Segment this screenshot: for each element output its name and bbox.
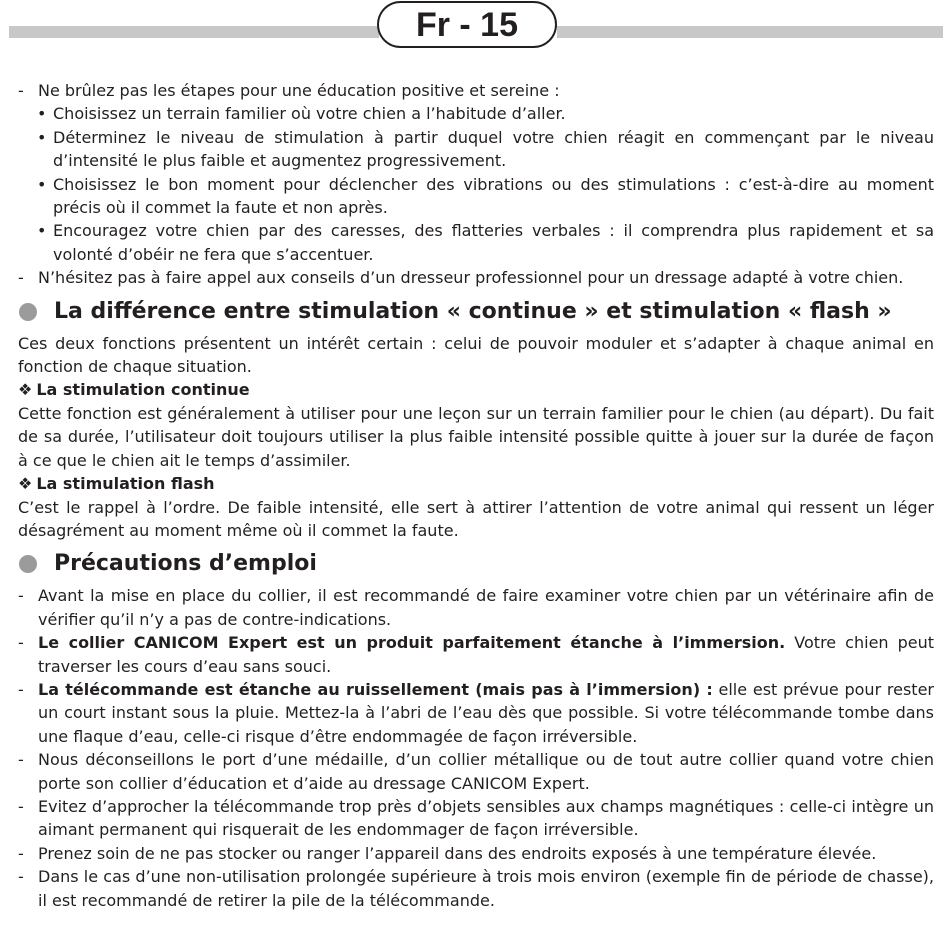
section-heading-stimulation: La différence entre stimulation « continue » et stimulation « flash »: [18, 296, 934, 328]
precaution-item: - Evitez d’approcher la télécommande trop près d’objets sensibles aux champs magnétiques : celle-ci intègre un aimant permanent qui risquerait de les endommager de façon irréversible.: [18, 796, 934, 840]
diamond-icon: ❖: [18, 474, 33, 494]
intro-bullet-item: • Encouragez votre chien par des caresses, des flatteries verbales : il comprendra plus rapidement et sa volonté d’obéir ne fera que s’accentuer.: [37, 221, 934, 264]
dash-marker: -: [18, 750, 24, 770]
dash-marker: -: [18, 679, 24, 699]
section-bullet-icon: [19, 303, 37, 321]
header-rule-right: [557, 26, 943, 38]
diamond-icon: ❖: [18, 380, 33, 400]
page-content: [18, 79, 934, 912]
dash-marker: -: [18, 633, 24, 653]
bullet-marker: •: [37, 174, 47, 194]
header-rule-left: [9, 26, 379, 38]
intro-bullet-item: • Choisissez le bon moment pour déclencher des vibrations ou des stimulations : c’est-à-dire au moment précis où il commet la faute et non après.: [37, 174, 934, 218]
continuous-paragraph: Cette fonction est généralement à utiliser pour une leçon sur un terrain familier pour le chien (au départ). Du fait de sa durée, l’utilisateur doit toujours utiliser la plus faible intensité possible quitte à jouer sur la durée de façon à ce que le chien ait le temps d’assimiler.: [18, 403, 934, 470]
intro-bullet-item: • Déterminez le niveau de stimulation à partir duquel votre chien réagit en commençant par le niveau d’intensité le plus faible et augmentez progressivement.: [37, 127, 934, 171]
dash-marker: -: [18, 81, 24, 100]
intro-list-item: - Ne brûlez pas les étapes pour une éducation positive et sereine :: [18, 79, 934, 102]
precaution-item: - La télécommande est étanche au ruissellement (mais pas à l’immersion) : elle est prévue pour rester un court instant sous la pluie. Mettez-la à l’abri de l’eau dès que possible. Si votre télécommande tombe dans une flaque d’eau, celle-ci risque d’être endommagée de façon irréversible.: [18, 679, 935, 746]
flash-paragraph: C’est le rappel à l’ordre. De faible intensité, elle sert à attirer l’attention de votre animal qui ressent un léger désagrément au moment même où il commet la faute.: [18, 497, 934, 540]
dash-marker: -: [18, 268, 24, 288]
page-number-badge: Fr - 15: [377, 1, 557, 48]
subheading-flash: ❖ La stimulation flash: [18, 474, 215, 494]
dash-marker: -: [18, 867, 24, 887]
bullet-marker: •: [37, 104, 47, 124]
precaution-item: - Avant la mise en place du collier, il est recommandé de faire examiner votre chien par un vétérinaire afin de vérifier qu’il n’y a pas de contre-indications.: [18, 586, 934, 629]
bullet-marker: •: [37, 127, 47, 147]
precaution-item: - Le collier CANICOM Expert est un produit parfaitement étanche à l’immersion. Votre chien peut traverser les cours d’eau sans souci.: [18, 633, 935, 676]
emphasis-text: Le collier CANICOM Expert est un produit parfaitement étanche à l’immersion.: [38, 633, 786, 653]
precaution-item: - Nous déconseillons le port d’une médaille, d’un collier métallique ou de tout autre collier quand votre chien porte son collier d’éducation et d’aide au dressage CANICOM Expert.: [18, 750, 934, 793]
section-paragraph: Ces deux fonctions présentent un intérêt certain : celui de pouvoir moduler et s’adapter à chaque animal en fonction de chaque situation.: [18, 333, 934, 377]
intro-list-item: - N’hésitez pas à faire appel aux conseils d’un dresseur professionnel pour un dressage adapté à votre chien.: [18, 266, 934, 289]
dash-marker: -: [18, 586, 24, 606]
subheading-continuous: ❖ La stimulation continue: [18, 380, 250, 400]
section-bullet-icon: [19, 555, 37, 573]
dash-marker: -: [18, 843, 24, 863]
emphasis-text: La télécommande est étanche au ruissellement (mais pas à l’immersion) :: [38, 679, 713, 699]
precaution-item: - Dans le cas d’une non-utilisation prolongée supérieure à trois mois environ (exemple fin de période de chasse), il est recommandé de retirer la pile de la télécommande.: [18, 867, 934, 910]
intro-bullet-item: • Choisissez un terrain familier où votre chien a l’habitude d’aller.: [18, 102, 934, 125]
section-heading-precautions: Précautions d’emploi: [18, 548, 934, 580]
bullet-marker: •: [37, 221, 47, 241]
precaution-item: - Prenez soin de ne pas stocker ou ranger l’appareil dans des endroits exposés à une température élevée.: [18, 842, 934, 865]
dash-marker: -: [18, 796, 24, 816]
